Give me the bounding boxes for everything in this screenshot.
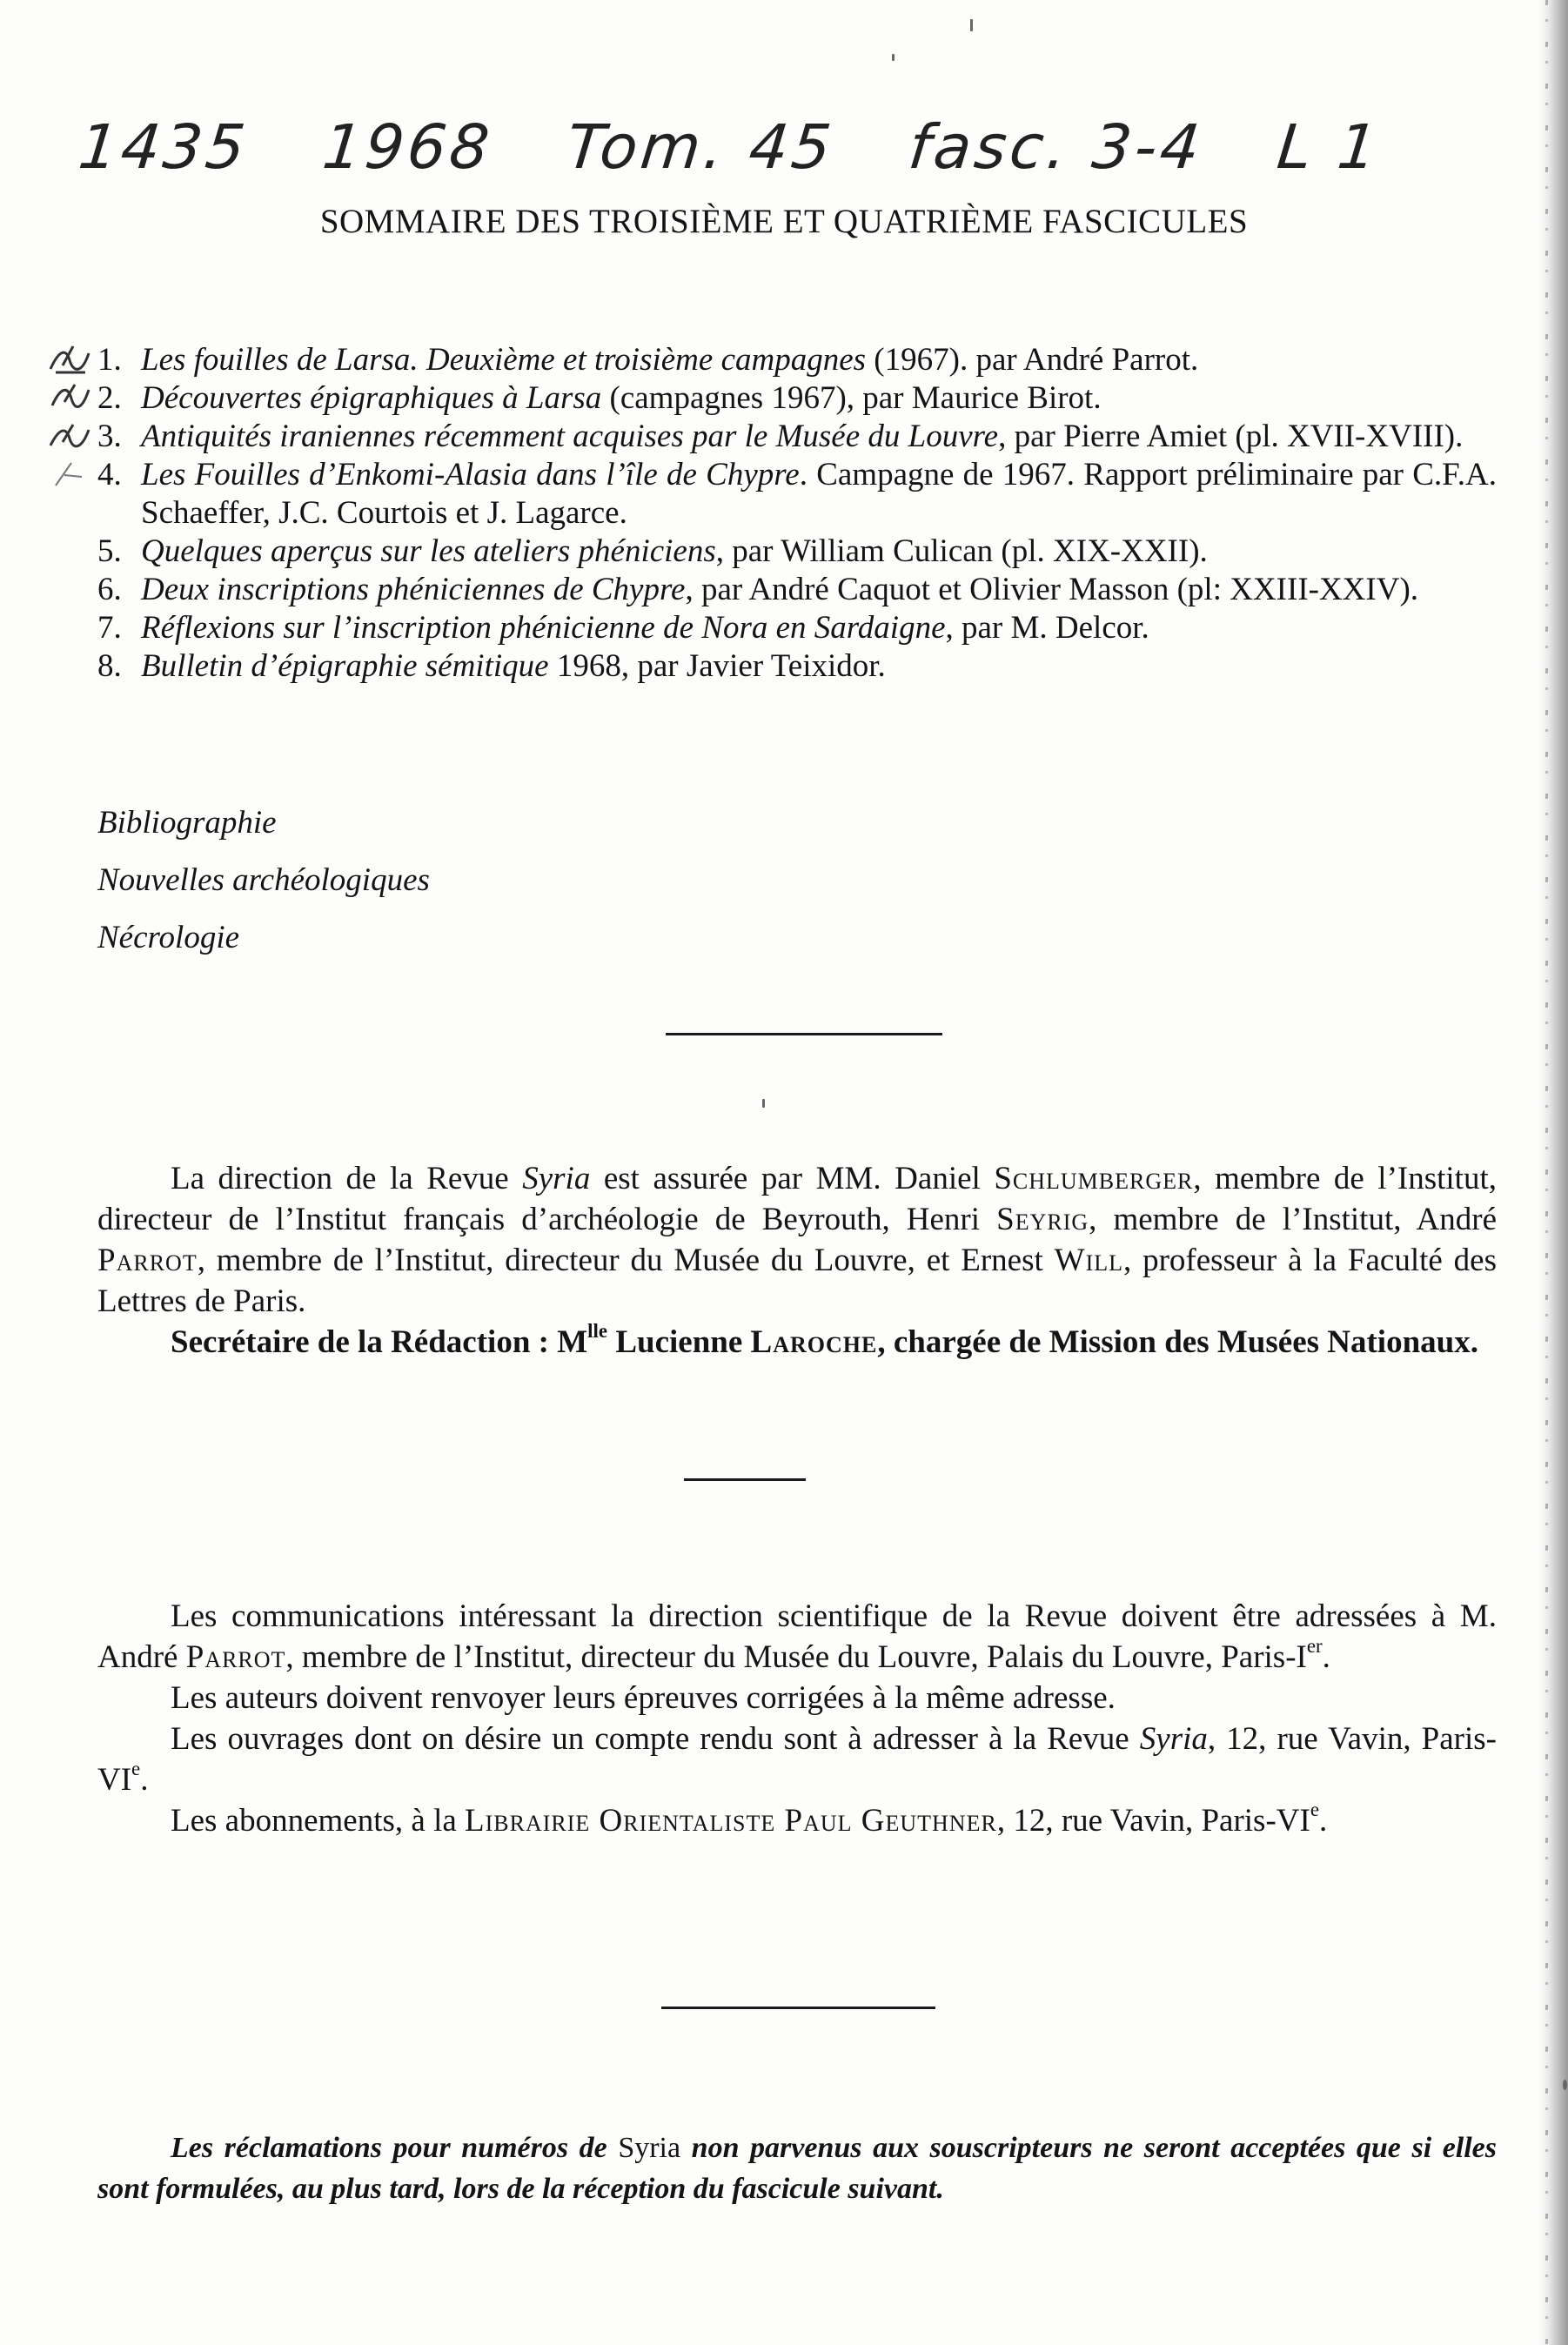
toc-entry-title: Réflexions sur l’inscription phénicienne de Nora en Sardaigne <box>141 610 946 646</box>
person-name: Laroche <box>750 1324 878 1360</box>
communications-notice <box>97 1596 1497 1841</box>
toc-entry-title: Bulletin d’épigraphie sémitique <box>141 648 549 684</box>
publisher-name: Librairie Orientaliste Paul Geuthner <box>465 1803 997 1839</box>
toc-entry-text <box>97 571 1497 609</box>
person-name: Parrot <box>185 1639 286 1675</box>
divider-rule <box>684 1478 806 1481</box>
editorial-direction <box>97 1158 1497 1363</box>
handwritten-catalog-note <box>74 111 1384 198</box>
section-necrologie: Nécrologie <box>97 920 240 955</box>
toc-number: 5. <box>97 533 122 569</box>
toc-entry-text <box>141 341 1497 379</box>
direction-paragraph: La direction de la Revue Syria est assurée par MM. Daniel Schlumberger, membre de l’Institut, directeur de l’Institut français d’archéologie de Beyrouth, Henri Seyrig, membre de l’Institut, André Parrot, membre de l’Institut, directeur du Musée du Louvre, et Ernest Will, professeur à la Faculté des Lettres de Paris. <box>97 1161 1497 1319</box>
toc-item-7 <box>97 609 1497 647</box>
toc-entry-text <box>141 456 1497 533</box>
toc-entry-author: , par William Culican (pl. XIX-XXII). <box>715 533 1208 569</box>
note-code: L 1 <box>1274 111 1384 183</box>
note-year: 1968 <box>319 111 496 183</box>
table-of-contents <box>97 341 1497 686</box>
toc-entry-title: Quelques aperçus sur les ateliers phéniciens <box>141 533 716 569</box>
divider-rule <box>661 2007 935 2009</box>
toc-number: 6. <box>97 572 122 607</box>
toc-entry-author: , par André Caquot et Olivier Masson (pl: XXIII-XXIV). <box>685 572 1419 607</box>
toc-item-6 <box>97 571 1497 609</box>
subscriptions-paragraph: Les abonnements, à la Librairie Orientaliste Paul Geuthner, 12, rue Vavin, Paris-VIe. <box>171 1798 1328 1839</box>
toc-entry-author: (1967). par André Parrot. <box>866 342 1199 378</box>
toc-entry-text <box>141 533 1497 571</box>
toc-item-8 <box>97 647 1497 686</box>
toc-entry-author: . Campagne de 1967. Rapport préliminaire par C.F.A. Schaeffer, J.C. Courtois et J. Lagarce. <box>141 457 1497 531</box>
toc-number: 2. <box>97 380 122 416</box>
reviews-paragraph: Les ouvrages dont on désire un compte rendu sont à adresser à la Revue Syria, 12, rue Vavin, Paris-VIe. <box>97 1721 1497 1798</box>
person-name: Schlumberger <box>994 1161 1194 1196</box>
toc-item-3 <box>97 418 1497 456</box>
toc-entry-title: Les Fouilles d’Enkomi-Alasia dans l’île de Chypre <box>141 457 800 492</box>
claims-notice: Les réclamations pour numéros de Syria non parvenus aux souscripteurs ne seront acceptées que si elles sont formulées, au plus tard, lors de la réception du fascicule suivant. <box>97 2132 1498 2205</box>
toc-item-2 <box>97 379 1497 418</box>
proofs-paragraph: Les auteurs doivent renvoyer leurs épreuves corrigées à la même adresse. <box>171 1680 1116 1716</box>
handwritten-tick-icon <box>47 343 92 378</box>
note-number: 1435 <box>75 111 252 183</box>
secretary-paragraph: Secrétaire de la Rédaction : $M^{lle}$ Lucienne Laroche, chargée de Mission des Musées Nationaux. <box>171 1319 1478 1360</box>
toc-entry-author: (campagnes 1967), par Maurice Birot. <box>601 380 1102 416</box>
toc-item-1 <box>97 341 1497 379</box>
toc-number: 4. <box>97 457 122 492</box>
toc-entry-author: 1968, par Javier Teixidor. <box>548 648 886 684</box>
additional-sections <box>97 804 430 976</box>
divider-rule <box>666 1033 942 1035</box>
person-name: Parrot <box>97 1243 198 1278</box>
page-title: SOMMAIRE DES TROISIÈME ET QUATRIÈME FASCICULES <box>319 203 1249 240</box>
toc-number: 8. <box>97 648 122 684</box>
toc-entry-text <box>141 418 1497 456</box>
toc-entry-title: Les fouilles de Larsa. Deuxième et troisième campagnes <box>141 342 867 378</box>
toc-entry-title: Deux inscriptions phéniciennes de Chypre <box>141 572 686 607</box>
toc-number: 1. <box>97 342 122 378</box>
note-volume: Tom. 45 <box>563 111 838 183</box>
toc-item-4 <box>97 456 1497 533</box>
handwritten-tick-icon <box>47 419 92 454</box>
toc-number: 7. <box>97 610 122 646</box>
handwritten-tick-icon <box>47 458 92 492</box>
toc-entry-title: Découvertes épigraphiques à Larsa <box>141 380 602 416</box>
toc-entry-text <box>141 609 1497 647</box>
person-name: Seyrig <box>996 1202 1089 1237</box>
toc-entry-text <box>141 379 1497 418</box>
note-fascicle: fasc. 3-4 <box>905 111 1207 183</box>
handwritten-tick-icon <box>47 381 92 416</box>
section-bibliographie: Bibliographie <box>97 805 277 841</box>
section-nouvelles-archeologiques: Nouvelles archéologiques <box>97 862 430 898</box>
toc-entry-author: , par Pierre Amiet (pl. XVII-XVIII). <box>998 419 1464 454</box>
person-name: Will <box>1054 1243 1123 1278</box>
toc-entry-text <box>141 647 1497 686</box>
toc-entry-title: Antiquités iraniennes récemment acquises par le Musée du Louvre <box>141 419 999 454</box>
communications-paragraph: Les communications intéressant la direction scientifique de la Revue doivent être adressées à M. André Parrot, membre de l’Institut, directeur du Musée du Louvre, Palais du Louvre, Paris-Ier. <box>97 1598 1497 1675</box>
toc-entry-author: , par M. Delcor. <box>945 610 1149 646</box>
scan-shadow-edge <box>1538 0 1568 2345</box>
toc-item-5 <box>97 533 1497 571</box>
toc-number: 3. <box>97 419 122 454</box>
